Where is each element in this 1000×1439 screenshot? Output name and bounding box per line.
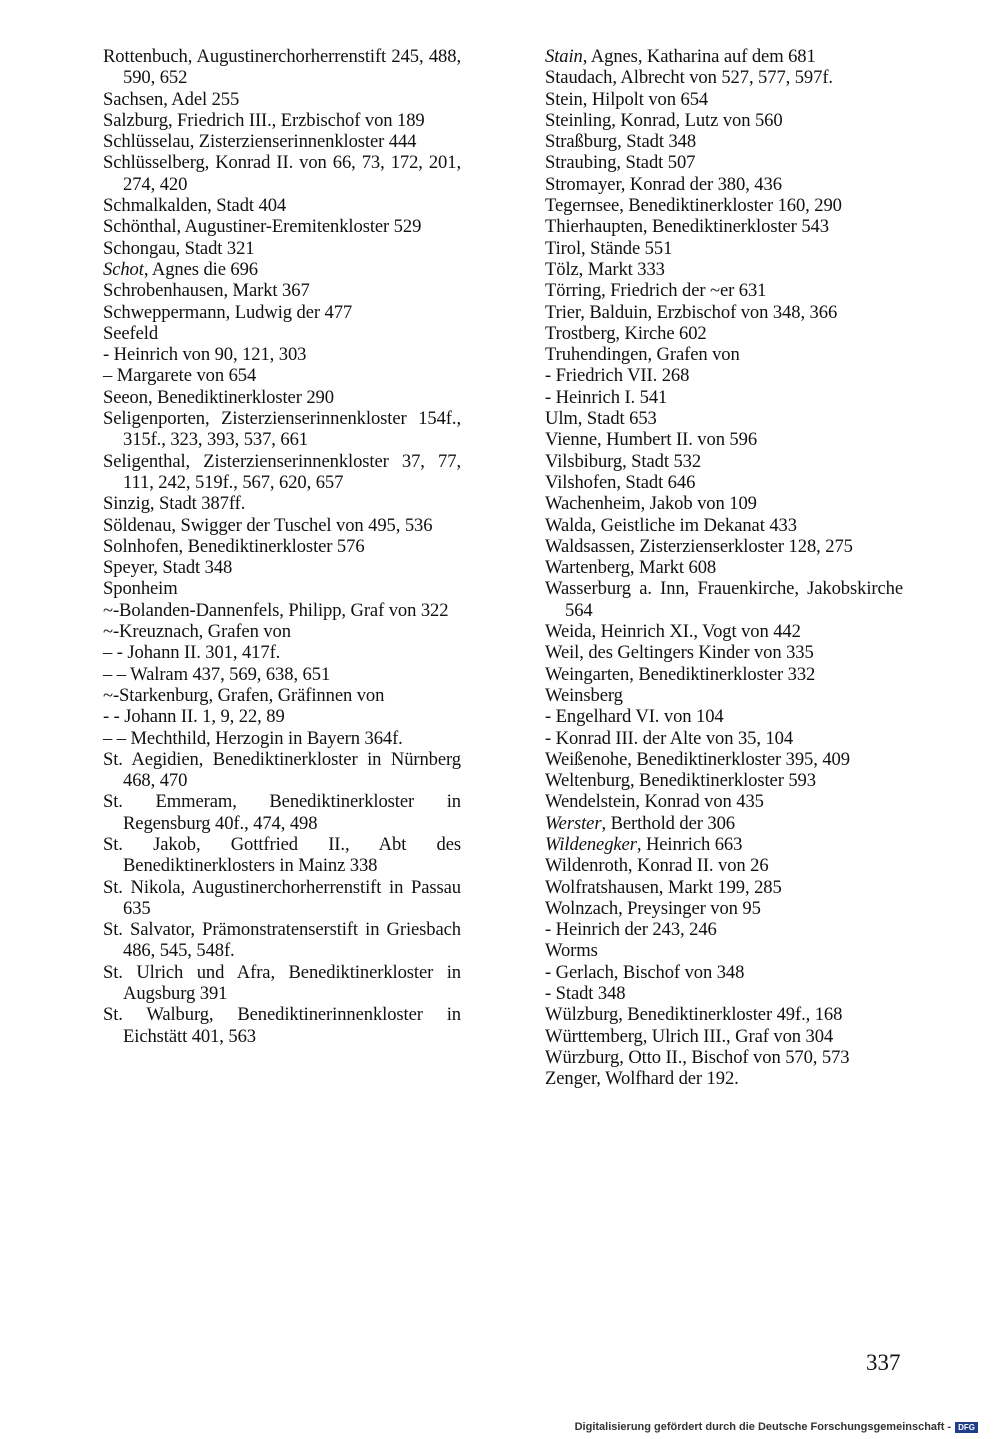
index-entry-text: Wasserburg a. Inn, Frauenkirche, Jakobskirche 564 — [545, 578, 903, 621]
index-entry — [103, 706, 461, 727]
index-entry-text: Weißenohe, Benediktinerkloster 395, 409 — [545, 748, 850, 770]
footer-text: Digitalisierung gefördert durch die Deutsche Forschungsgemeinschaft - — [574, 1421, 952, 1433]
index-entry — [103, 621, 461, 642]
index-entry-text: Zenger, Wolfhard der 192. — [545, 1068, 739, 1090]
index-entry — [545, 195, 903, 216]
index-column-left — [103, 46, 461, 1047]
index-entry-italic-name: Werster — [545, 812, 602, 834]
index-entry — [545, 557, 903, 578]
index-entry — [103, 110, 461, 131]
index-entry — [545, 131, 903, 152]
index-entry — [545, 1004, 903, 1025]
index-entry-text: ~-Kreuznach, Grafen von — [103, 621, 291, 643]
index-entry — [545, 46, 903, 67]
index-entry-text: St. Emmeram, Benediktinerkloster in Regensburg 40f., 474, 498 — [103, 791, 461, 834]
index-entry — [545, 174, 903, 195]
index-entry-text: Sinzig, Stadt 387ff. — [103, 493, 246, 515]
index-entry-text: ~-Bolanden-Dannenfels, Philipp, Graf von 322 — [103, 599, 449, 621]
index-entry-text: Truhendingen, Grafen von — [545, 344, 740, 366]
index-entry — [103, 46, 461, 89]
index-entry — [545, 89, 903, 110]
index-entry — [545, 365, 903, 386]
index-entry — [545, 919, 903, 940]
index-entry — [103, 749, 461, 792]
index-entry — [103, 791, 461, 834]
index-entry-text: - Stadt 348 — [545, 983, 626, 1005]
index-entry-text: Wildenroth, Konrad II. von 26 — [545, 855, 769, 877]
index-entry — [545, 1047, 903, 1068]
index-entry — [103, 131, 461, 152]
index-entry — [103, 557, 461, 578]
index-entry — [103, 216, 461, 237]
index-entry-text: Schrobenhausen, Markt 367 — [103, 280, 310, 302]
index-entry-text: – – Walram 437, 569, 638, 651 — [103, 663, 331, 685]
index-entry — [545, 323, 903, 344]
index-entry-text: Törring, Friedrich der ~er 631 — [545, 280, 767, 302]
index-entry-text: Stein, Hilpolt von 654 — [545, 88, 709, 110]
index-entry-text: , Agnes, Katharina auf dem 681 — [582, 46, 816, 67]
index-entry-text: , Agnes die 696 — [143, 258, 258, 280]
index-entry-text: Schweppermann, Ludwig der 477 — [103, 301, 353, 323]
index-entry-text: Weida, Heinrich XI., Vogt von 442 — [545, 621, 801, 643]
index-entry — [103, 962, 461, 1005]
index-entry — [103, 664, 461, 685]
dfg-logo-icon: DFG — [955, 1422, 978, 1433]
index-entry-text: Wendelstein, Konrad von 435 — [545, 791, 764, 813]
index-entry — [103, 1004, 461, 1047]
index-entry-italic-name: Schot — [103, 258, 144, 280]
index-entry — [545, 67, 903, 88]
index-entry — [103, 919, 461, 962]
index-entry-text: - Gerlach, Bischof von 348 — [545, 961, 745, 983]
index-entry-text: Vilsbiburg, Stadt 532 — [545, 450, 702, 472]
index-entry-text: Tegernsee, Benediktinerkloster 160, 290 — [545, 195, 842, 217]
index-entry-italic-name: Wildenegker — [545, 833, 637, 855]
index-entry-text: Salzburg, Friedrich III., Erzbischof von 189 — [103, 109, 425, 131]
index-entry — [545, 578, 903, 621]
index-entry-text: Trier, Balduin, Erzbischof von 348, 366 — [545, 301, 838, 323]
index-entry — [545, 152, 903, 173]
index-entry — [103, 642, 461, 663]
digitization-footer — [575, 1421, 978, 1433]
index-entry — [545, 1068, 903, 1089]
index-entry-text: Weil, des Geltingers Kinder von 335 — [545, 642, 814, 664]
index-entry — [545, 877, 903, 898]
index-entry — [545, 983, 903, 1004]
index-entry-text: Schmalkalden, Stadt 404 — [103, 195, 287, 217]
index-entry — [545, 898, 903, 919]
index-entry-text: St. Jakob, Gottfried II., Abt des Benediktinerklosters in Mainz 338 — [103, 833, 461, 877]
index-entry-text: Wolnzach, Preysinger von 95 — [545, 897, 761, 919]
index-entry — [103, 578, 461, 599]
index-entry-text: Weinsberg — [545, 684, 623, 706]
index-entry — [545, 642, 903, 663]
index-entry-text: Tirol, Stände 551 — [545, 237, 673, 259]
index-entry — [545, 1026, 903, 1047]
index-entry — [103, 344, 461, 365]
index-entry — [545, 110, 903, 131]
index-entry-text: Walda, Geistliche im Dekanat 433 — [545, 514, 797, 536]
index-entry — [545, 664, 903, 685]
index-entry-text: Sponheim — [103, 578, 178, 600]
index-entry — [103, 365, 461, 386]
index-entry — [545, 749, 903, 770]
index-entry — [545, 834, 903, 855]
index-entry-text: – - Johann II. 301, 417f. — [103, 642, 281, 664]
index-entry-text: Rottenbuch, Augustinerchorherrenstift 245, 488, 590, 652 — [103, 46, 461, 89]
index-entry-text: Schlüsselberg, Konrad II. von 66, 73, 172, 201, 274, 420 — [103, 152, 461, 195]
index-entry-text: Vienne, Humbert II. von 596 — [545, 429, 758, 451]
index-entry-text: St. Aegidien, Benediktinerkloster in Nürnberg 468, 470 — [103, 748, 461, 792]
index-entry — [103, 302, 461, 323]
index-entry-text: – – Mechthild, Herzogin in Bayern 364f. — [103, 727, 403, 749]
index-column-right — [545, 46, 903, 1090]
index-entry — [545, 515, 903, 536]
index-entry — [103, 152, 461, 195]
index-entry-text: Wolfratshausen, Markt 199, 285 — [545, 876, 782, 898]
index-entry — [545, 429, 903, 450]
index-entry — [545, 855, 903, 876]
index-entry — [103, 195, 461, 216]
index-entry-text: Straßburg, Stadt 348 — [545, 131, 697, 153]
index-entry — [545, 216, 903, 237]
index-entry-text: St. Nikola, Augustinerchorherrenstift in Passau 635 — [103, 876, 461, 919]
index-entry — [103, 515, 461, 536]
index-entry-text: Seligenthal, Zisterzienserinnenkloster 37, 77, 111, 242, 519f., 567, 620, 657 — [103, 450, 461, 493]
index-entry-text: Tölz, Markt 333 — [545, 258, 665, 280]
index-entry — [545, 387, 903, 408]
index-entry — [545, 344, 903, 365]
index-entry — [103, 600, 461, 621]
index-entry — [103, 536, 461, 557]
index-entry-text: Trostberg, Kirche 602 — [545, 322, 707, 344]
index-entry-text: , Berthold der 306 — [601, 812, 735, 834]
index-entry — [545, 280, 903, 301]
index-entry-text: Weltenburg, Benediktinerkloster 593 — [545, 770, 816, 792]
index-entry — [103, 451, 461, 494]
index-entry-text: Speyer, Stadt 348 — [103, 557, 233, 579]
index-entry — [545, 472, 903, 493]
index-entry-text: Seeon, Benediktinerkloster 290 — [103, 386, 334, 408]
index-entry — [103, 493, 461, 514]
index-entry-text: Stromayer, Konrad der 380, 436 — [545, 173, 782, 195]
index-entry-text: Schönthal, Augustiner-Eremitenkloster 529 — [103, 216, 422, 238]
index-entry-text: St. Ulrich und Afra, Benediktinerkloster in Augsburg 391 — [103, 961, 461, 1005]
index-entry-text: Vilshofen, Stadt 646 — [545, 471, 696, 493]
index-entry-text: Würzburg, Otto II., Bischof von 570, 573 — [545, 1046, 850, 1068]
index-entry — [545, 791, 903, 812]
page-number: 337 — [866, 1350, 901, 1375]
index-entry — [103, 238, 461, 259]
index-entry — [545, 962, 903, 983]
index-entry — [545, 536, 903, 557]
index-entry — [545, 706, 903, 727]
index-entry-text: ~-Starkenburg, Grafen, Gräfinnen von — [103, 684, 385, 706]
index-entry — [103, 877, 461, 920]
index-entry-text: Seligenporten, Zisterzienserinnenkloster 154f., 315f., 323, 393, 537, 661 — [103, 408, 461, 451]
index-entry — [545, 813, 903, 834]
index-entry-text: - Engelhard VI. von 104 — [545, 706, 724, 728]
index-entry-text: Wachenheim, Jakob von 109 — [545, 493, 757, 515]
index-entry — [103, 685, 461, 706]
index-entry — [103, 259, 461, 280]
index-entry-text: Söldenau, Swigger der Tuschel von 495, 536 — [103, 514, 433, 536]
index-entry-text: Wülzburg, Benediktinerkloster 49f., 168 — [545, 1004, 843, 1026]
index-entry-text: , Heinrich 663 — [636, 833, 743, 855]
index-entry — [545, 451, 903, 472]
index-entry-text: - Heinrich von 90, 121, 303 — [103, 344, 307, 366]
index-entry-text: St. Salvator, Prämonstratenserstift in Griesbach 486, 545, 548f. — [103, 919, 461, 962]
index-entry — [545, 685, 903, 706]
index-entry — [103, 728, 461, 749]
index-entry-text: Wartenberg, Markt 608 — [545, 557, 717, 579]
index-entry-text: Staudach, Albrecht von 527, 577, 597f. — [545, 67, 833, 89]
index-entry-italic-name: Stain — [545, 46, 583, 67]
index-entry-text: Württemberg, Ulrich III., Graf von 304 — [545, 1025, 834, 1047]
index-entry-text: Solnhofen, Benediktinerkloster 576 — [103, 535, 365, 557]
index-entry — [103, 834, 461, 877]
index-entry-text: - Friedrich VII. 268 — [545, 365, 690, 387]
index-entry-text: Waldsassen, Zisterzienserkloster 128, 275 — [545, 535, 853, 557]
index-entry-text: Worms — [545, 940, 598, 962]
index-entry — [545, 493, 903, 514]
index-entry — [545, 728, 903, 749]
index-entry — [545, 259, 903, 280]
index-entry — [545, 940, 903, 961]
index-entry-text: Seefeld — [103, 322, 159, 344]
index-entry — [545, 770, 903, 791]
index-entry — [103, 280, 461, 301]
index-entry-text: St. Walburg, Benediktinerinnenkloster in Eichstätt 401, 563 — [103, 1004, 461, 1047]
index-entry — [545, 408, 903, 429]
index-entry-text: Steinling, Konrad, Lutz von 560 — [545, 109, 783, 131]
index-entry — [103, 387, 461, 408]
index-entry-text: Ulm, Stadt 653 — [545, 408, 657, 430]
index-entry — [545, 302, 903, 323]
index-entry — [545, 238, 903, 259]
index-entry-text: - Heinrich der 243, 246 — [545, 919, 717, 941]
index-entry-text: - Heinrich I. 541 — [545, 386, 668, 408]
index-entry-text: - - Johann II. 1, 9, 22, 89 — [103, 706, 285, 728]
index-entry-text: Thierhaupten, Benediktinerkloster 543 — [545, 216, 829, 238]
index-entry-text: – Margarete von 654 — [103, 365, 257, 387]
index-entry — [103, 89, 461, 110]
index-entry-text: Sachsen, Adel 255 — [103, 88, 240, 110]
index-entry-text: Straubing, Stadt 507 — [545, 152, 696, 174]
index-entry — [545, 621, 903, 642]
index-entry — [103, 408, 461, 451]
index-entry-text: - Konrad III. der Alte von 35, 104 — [545, 727, 794, 749]
index-entry-text: Schlüsselau, Zisterzienserinnenkloster 444 — [103, 131, 417, 153]
index-entry — [103, 323, 461, 344]
index-entry-text: Weingarten, Benediktinerkloster 332 — [545, 663, 816, 685]
index-entry-text: Schongau, Stadt 321 — [103, 237, 255, 259]
